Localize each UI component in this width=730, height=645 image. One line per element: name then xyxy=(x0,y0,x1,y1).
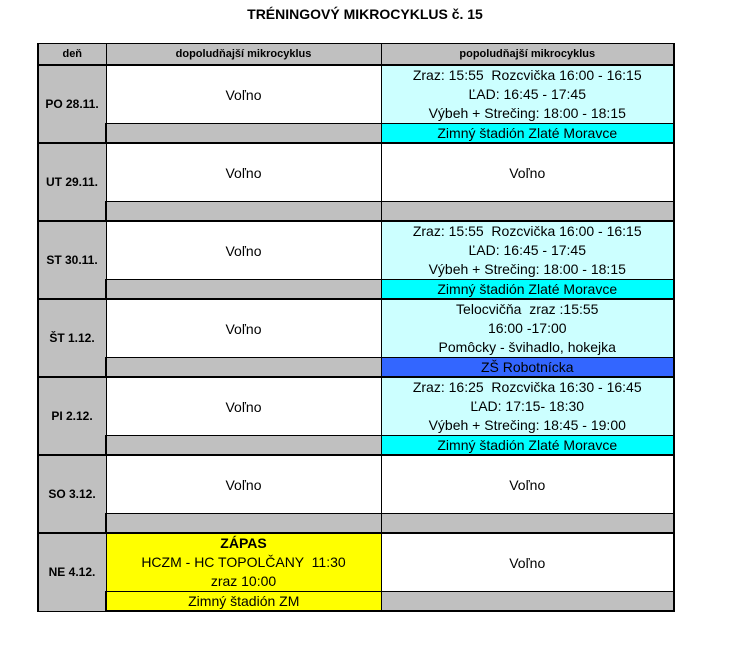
afternoon-cell: Voľno xyxy=(381,455,674,514)
location-row xyxy=(38,202,674,222)
morning-cell: Voľno xyxy=(106,221,381,280)
morning-location-empty xyxy=(106,436,381,456)
schedule-table xyxy=(37,43,675,612)
day-label: ŠT 1.12. xyxy=(38,299,106,377)
afternoon-line: 16:00 -17:00 xyxy=(487,320,567,336)
location-row xyxy=(38,514,674,534)
morning-cell: Voľno xyxy=(106,455,381,514)
afternoon-line: ĽAD: 17:15- 18:30 xyxy=(470,398,585,414)
afternoon-location: Zimný štadión Zlaté Moravce xyxy=(381,124,674,144)
afternoon-cell xyxy=(381,221,674,280)
location-row xyxy=(38,124,674,144)
location-row xyxy=(38,280,674,300)
match-meet-time: zraz 10:00 xyxy=(210,573,277,589)
morning-location-empty xyxy=(106,358,381,378)
location-row xyxy=(38,436,674,456)
afternoon-location-empty xyxy=(381,202,674,222)
morning-location-empty xyxy=(106,124,381,144)
location-row xyxy=(38,358,674,378)
day-label: SO 3.12. xyxy=(38,455,106,533)
day-label: NE 4.12. xyxy=(38,533,106,611)
morning-location-empty xyxy=(106,202,381,222)
day-row-thursday xyxy=(38,299,674,358)
afternoon-location-empty xyxy=(381,592,674,612)
morning-location-empty xyxy=(106,280,381,300)
afternoon-line: Výbeh + Strečing: 18:45 - 19:00 xyxy=(428,417,626,433)
afternoon-line: ĽAD: 16:45 - 17:45 xyxy=(468,242,587,258)
afternoon-line: Zraz: 15:55 Rozcvička 16:00 - 16:15 xyxy=(412,67,642,83)
day-row-friday xyxy=(38,377,674,436)
morning-cell: Voľno xyxy=(106,65,381,124)
afternoon-line: Výbeh + Strečing: 18:00 - 18:15 xyxy=(428,105,626,121)
afternoon-line: Zraz: 16:25 Rozcvička 16:30 - 16:45 xyxy=(412,379,642,395)
day-label: PO 28.11. xyxy=(38,65,106,143)
day-row-tuesday xyxy=(38,143,674,202)
afternoon-cell xyxy=(381,65,674,124)
afternoon-cell: Voľno xyxy=(381,533,674,592)
afternoon-line: Výbeh + Strečing: 18:00 - 18:15 xyxy=(428,261,626,277)
match-venue: Zimný štadión ZM xyxy=(106,592,381,612)
morning-location-empty xyxy=(106,514,381,534)
day-label: PI 2.12. xyxy=(38,377,106,455)
day-label: ST 30.11. xyxy=(38,221,106,299)
afternoon-location: Zimný štadión Zlaté Moravce xyxy=(381,436,674,456)
match-heading: ZÁPAS xyxy=(220,535,267,551)
day-label: UT 29.11. xyxy=(38,143,106,221)
page-title: TRÉNINGOVÝ MIKROCYKLUS č. 15 xyxy=(247,6,483,22)
header-morning: dopoludňajší mikrocyklus xyxy=(106,44,381,66)
day-row-sunday xyxy=(38,533,674,592)
day-row-saturday xyxy=(38,455,674,514)
location-row xyxy=(38,592,674,612)
afternoon-cell xyxy=(381,377,674,436)
header-row xyxy=(38,44,674,66)
header-day: deň xyxy=(38,44,106,66)
morning-cell: Voľno xyxy=(106,143,381,202)
match-teams: HCZM - HC TOPOLČANY 11:30 xyxy=(141,554,346,570)
day-row-wednesday xyxy=(38,221,674,280)
morning-cell: Voľno xyxy=(106,377,381,436)
afternoon-location-empty xyxy=(381,514,674,534)
afternoon-location: Zimný štadión Zlaté Moravce xyxy=(381,280,674,300)
afternoon-cell xyxy=(381,299,674,358)
day-row-monday xyxy=(38,65,674,124)
afternoon-cell: Voľno xyxy=(381,143,674,202)
afternoon-line: Telocvičňa zraz :15:55 xyxy=(456,301,599,317)
afternoon-line: Pomôcky - švihadlo, hokejka xyxy=(438,339,616,355)
morning-cell: Voľno xyxy=(106,299,381,358)
afternoon-line: Zraz: 15:55 Rozcvička 16:00 - 16:15 xyxy=(412,223,642,239)
match-cell xyxy=(106,533,381,592)
afternoon-location: ZŠ Robotnícka xyxy=(381,358,674,378)
afternoon-line: ĽAD: 16:45 - 17:45 xyxy=(468,86,587,102)
header-afternoon: popoludňajší mikrocyklus xyxy=(381,44,674,66)
